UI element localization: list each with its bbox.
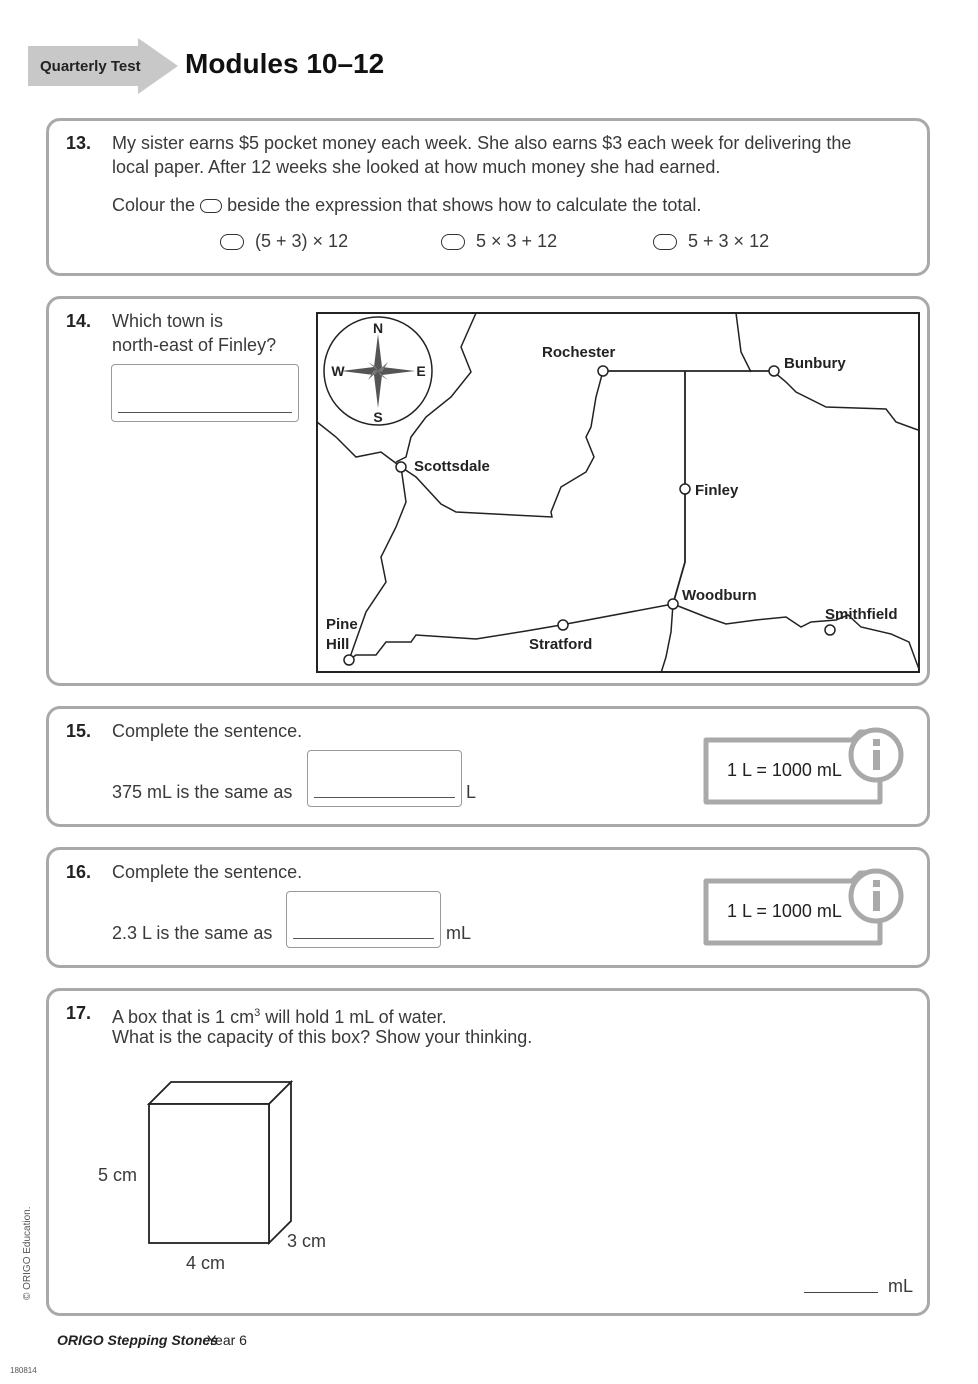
map	[316, 312, 920, 673]
info-icon	[873, 750, 880, 770]
footer-brand: ORIGO Stepping Stones	[57, 1332, 219, 1348]
dimension-depth: 3 cm	[287, 1231, 327, 1251]
town-marker-rochester	[598, 366, 608, 376]
town-marker-finley	[680, 484, 690, 494]
question-17-answer-unit: mL	[888, 1276, 914, 1296]
document-code: 180814	[10, 1366, 37, 1375]
page-title: Modules 10–12	[185, 48, 385, 79]
town-label-smithfield: Smithfield	[825, 606, 898, 623]
answer-line	[118, 412, 292, 413]
option-2-label: 5 × 3 + 12	[476, 231, 558, 251]
header-tag-label: Quarterly Test	[40, 58, 141, 75]
question-14-text-line2: north-east of Finley?	[112, 335, 277, 355]
question-15-info-text: 1 L = 1000 mL	[727, 760, 842, 780]
question-15-unit: L	[466, 782, 477, 802]
option-1[interactable]	[220, 231, 348, 252]
compass-e: E	[416, 363, 426, 379]
question-13-text-line1: My sister earns $5 pocket money each week. She also earns $3 each week for delivering the	[112, 133, 852, 153]
answer-line	[314, 797, 455, 798]
question-16-text: Complete the sentence.	[112, 862, 303, 882]
instruction-before: Colour the	[112, 195, 196, 215]
compass-w: W	[331, 363, 345, 379]
question-17-number: 17.	[66, 1003, 92, 1023]
question-15-answer-box[interactable]	[307, 750, 462, 807]
town-label-hill: Hill	[326, 636, 350, 653]
question-15-sentence: 375 mL is the same as	[112, 782, 293, 802]
question-16-answer-box[interactable]	[286, 891, 441, 948]
text-part-a: A box that is 1 cm	[112, 1007, 255, 1027]
option-3-label: 5 + 3 × 12	[688, 231, 770, 251]
town-marker-woodburn	[668, 599, 678, 609]
question-16-sentence: 2.3 L is the same as	[112, 923, 273, 943]
option-1-label: (5 + 3) × 12	[255, 231, 349, 251]
copyright: © ORIGO Education.	[22, 1206, 33, 1300]
town-label-bunbury: Bunbury	[784, 355, 846, 372]
question-14-answer-box[interactable]	[111, 364, 299, 422]
box-diagram	[140, 1075, 300, 1255]
town-marker-pinehill	[344, 655, 354, 665]
instruction-after: beside the expression that shows how to calculate the total.	[227, 195, 702, 215]
option-3-bubble[interactable]	[653, 234, 677, 250]
option-3[interactable]	[653, 231, 769, 252]
option-2[interactable]	[441, 231, 557, 252]
town-label-finley: Finley	[695, 482, 739, 499]
town-marker-smithfield	[825, 625, 835, 635]
town-label-rochester: Rochester	[542, 344, 616, 361]
compass-s: S	[373, 409, 383, 425]
dimension-height: 5 cm	[98, 1165, 138, 1185]
footer-year: Year 6	[207, 1332, 247, 1348]
question-15-number: 15.	[66, 721, 92, 741]
superscript-3: 3	[254, 1007, 261, 1019]
question-16-unit: mL	[446, 923, 472, 943]
question-13-text-line2: local paper. After 12 weeks she looked at how much money she had earned.	[112, 157, 721, 177]
town-label-stratford: Stratford	[529, 636, 593, 653]
question-14-text-line1: Which town is	[112, 311, 224, 331]
question-14-number: 14.	[66, 311, 92, 331]
dimension-width: 4 cm	[186, 1253, 226, 1273]
question-16-info-text: 1 L = 1000 mL	[727, 901, 842, 921]
info-icon	[873, 891, 880, 911]
town-label-scottsdale: Scottsdale	[414, 458, 490, 475]
town-marker-bunbury	[769, 366, 779, 376]
town-label-pine: Pine	[326, 616, 358, 633]
answer-line	[293, 938, 434, 939]
option-2-bubble[interactable]	[441, 234, 465, 250]
compass-n: N	[372, 320, 384, 336]
oval-example-icon	[200, 199, 222, 213]
town-label-woodburn: Woodburn	[682, 587, 757, 604]
question-13-instruction	[112, 193, 701, 217]
question-16-number: 16.	[66, 862, 92, 882]
question-15-text: Complete the sentence.	[112, 721, 303, 741]
town-marker-scottsdale	[396, 462, 406, 472]
town-marker-stratford	[558, 620, 568, 630]
question-17-answer-line[interactable]	[804, 1292, 878, 1293]
option-1-bubble[interactable]	[220, 234, 244, 250]
text-part-b: will hold 1 mL of water.	[260, 1007, 447, 1027]
question-17-text-line2: What is the capacity of this box? Show your thinking.	[112, 1027, 533, 1047]
question-13-number: 13.	[66, 133, 92, 153]
